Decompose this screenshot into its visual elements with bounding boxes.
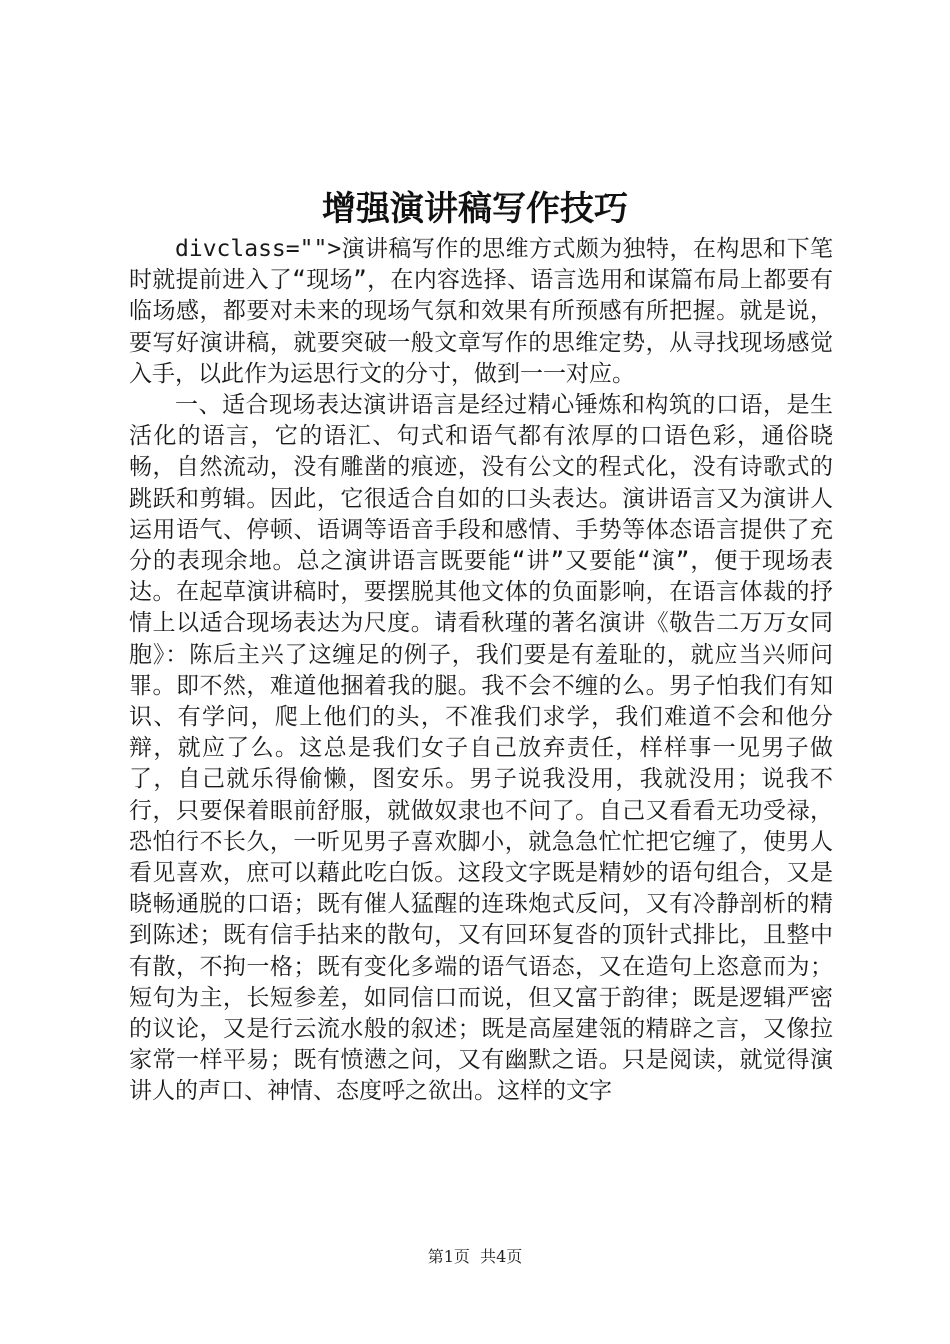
document-body — [129, 234, 833, 1108]
document-title: 增强演讲稿写作技巧 — [322, 189, 628, 229]
paragraph-intro: divclass="">演讲稿写作的思维方式颇为独特，在构思和下笔时就提前进入了“现场”，在内容选择、语言选用和谋篇布局上都要有临场感，都要对未来的现场气氛和效果有所预感有所把握。就是说，要写好演讲稿，就要突破一般文章写作的思维定势，从寻找现场感觉入手，以此作为运思行文的分寸，做到一一对应。 — [129, 236, 833, 387]
page-number-label: 第1页 共4页 — [427, 1247, 523, 1266]
page-footer — [0, 1244, 950, 1267]
paragraph-section-one: 一、适合现场表达演讲语言是经过精心锤炼和构筑的口语，是生活化的语言，它的语汇、句式和语气都有浓厚的口语色彩，通俗晓畅，自然流动，没有雕凿的痕迹，没有公文的程式化，没有诗歌式的跳跃和剪辑。因此，它很适合自如的口头表达。演讲语言又为演讲人运用语气、停顿、语调等语音手段和感情、手势等体态语言提供了充分的表现余地。总之演讲语言既要能“讲”又要能“演”，便于现场表达。在起草演讲稿时，要摆脱其他文体的负面影响，在语言体裁的抒情上以适合现场表达为尺度。请看秋瑾的著名演讲《敬告二万万女同胞》：陈后主兴了这缠足的例子，我们要是有羞耻的，就应当兴师问罪。即不然，难道他捆着我的腿。我不会不缠的么。男子怕我们有知识、有学问，爬上他们的头，不准我们求学，我们难道不会和他分辩，就应了么。这总是我们女子自己放弃责任，样样事一见男子做了，自己就乐得偷懒，图安乐。男子说我没用，我就没用；说我不行，只要保着眼前舒服，就做奴隶也不问了。自己又看看无功受禄，恐怕行不长久，一听见男子喜欢脚小，就急急忙忙把它缠了，使男人看见喜欢，庶可以藉此吃白饭。这段文字既是精妙的语句组合，又是晓畅通脱的口语；既有催人猛醒的连珠炮式反问，又有冷静剖析的精到陈述；既有信手拈来的散句，又有回环复沓的顶针式排比，且整中有散，不拘一格；既有变化多端的语气语态，又在造句上恣意而为；短句为主，长短参差，如同信口而说，但又富于韵律；既是逻辑严密的议论，又是行云流水般的叙述；既是高屋建瓴的精辟之言，又像拉家常一样平易；既有愤懑之问，又有幽默之语。只是阅读，就觉得演讲人的声口、神情、态度呼之欲出。这样的文字 — [129, 392, 833, 1105]
